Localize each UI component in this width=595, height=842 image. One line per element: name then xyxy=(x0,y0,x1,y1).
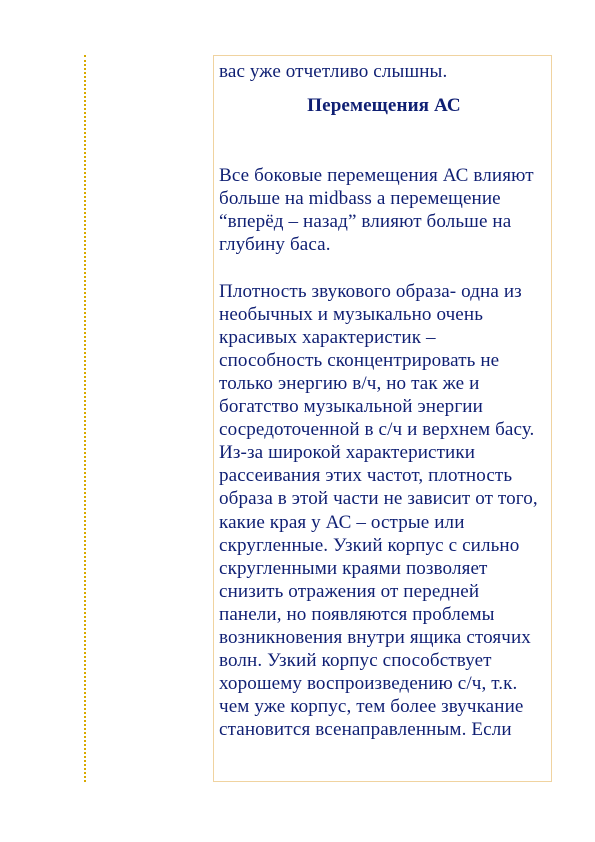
paragraph-line: волн. Узкий корпус способствует xyxy=(219,650,492,672)
paragraph-line: образа в этой части не зависит от того, xyxy=(219,488,538,510)
paragraph-line: красивых характеристик – xyxy=(219,326,436,348)
paragraph-line: возникновения внутри ящика стоячих xyxy=(219,626,531,648)
lead-line: вас уже отчетливо слышны. xyxy=(219,61,448,82)
paragraph-line: богатство музыкальной энергии xyxy=(219,396,483,418)
document-text xyxy=(219,60,549,741)
paragraph-line: становится всенаправленным. Если xyxy=(219,719,512,741)
paragraph-line: необычных и музыкально очень xyxy=(219,303,484,325)
section-heading: Перемещения АС xyxy=(307,95,461,117)
paragraph-line: рассеивания этих частот, плотность xyxy=(219,465,513,487)
paragraph-line: “вперёд – назад” влияют больше на xyxy=(219,211,512,233)
paragraph-line: Плотность звукового образа- одна из xyxy=(219,280,522,302)
paragraph-line: снизить отражения от передней xyxy=(219,580,480,602)
margin-dotted-rule xyxy=(84,55,86,782)
paragraph-line: сосредоточенной в с/ч и верхнем басу. xyxy=(219,419,535,441)
spacer xyxy=(219,257,549,280)
paragraph-line: способность сконцентрировать не xyxy=(219,349,500,371)
paragraph-line: какие края у АС – острые или xyxy=(219,511,465,533)
paragraph-line: хорошему воспроизведению с/ч, т.к. xyxy=(219,673,518,695)
paragraph-line: панели, но появляются проблемы xyxy=(219,603,495,625)
paragraph-line: скругленные. Узкий корпус с сильно xyxy=(219,534,520,556)
paragraph-line: только энергию в/ч, но так же и xyxy=(219,372,480,394)
paragraph-1 xyxy=(219,164,549,256)
paragraph-line: Все боковые перемещения АС влияют xyxy=(219,165,534,187)
paragraph-line: чем уже корпус, тем более звучкание xyxy=(219,696,524,718)
text-frame xyxy=(213,55,552,782)
paragraph-line: скругленными краями позволяет xyxy=(219,557,488,579)
paragraph-line: Из-за широкой характеристики xyxy=(219,442,476,464)
paragraph-line: больше на midbass а перемещение xyxy=(219,188,501,210)
paragraph-line: глубину баса. xyxy=(219,234,331,256)
paragraph-2 xyxy=(219,280,549,742)
spacer xyxy=(219,117,549,164)
